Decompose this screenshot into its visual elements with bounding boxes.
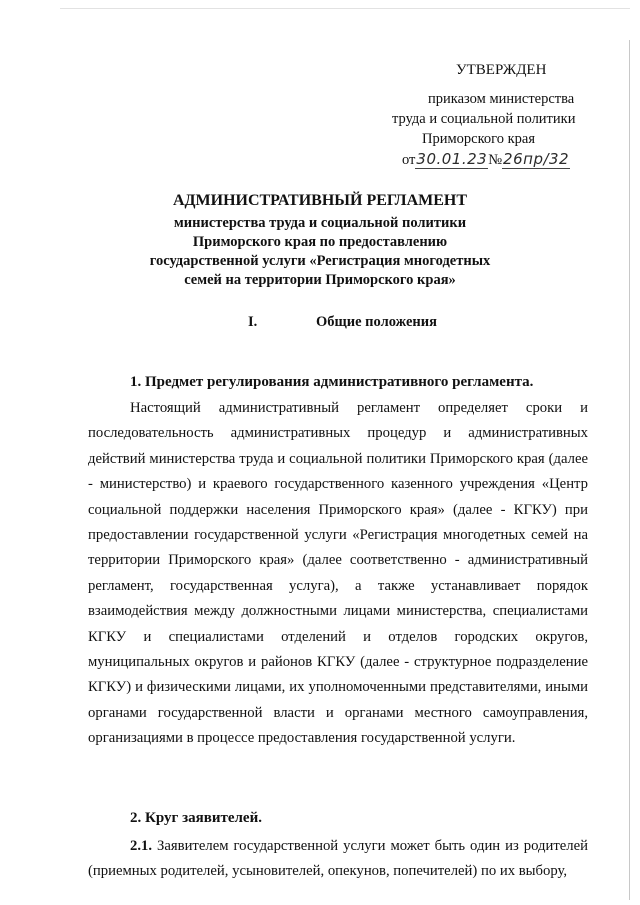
subsection-1-paragraph: Настоящий административный регламент определяет сроки и последовательность административных процедур и административных действий министерства труда и социальной политики Приморского края (далее - министерство) и краевого государственного казенного учреждения «Центр социальной поддержки населения Приморского края» (далее - КГКУ) при предоставлении государственной услуги «Регистрация многодетных семей на территории Приморского края» (далее соответственно - административный регламент, государственная услуга), а также устанавливает порядок взаимодействия между должностными лицами министерства, специалистами КГКУ и специалистами отделений и отделов городских округов, муниципальных округов и районов КГКУ (далее - структурное подразделение КГКУ) и физическими лицами, их уполномоченными представителями, иными органами государственной власти и органами местного самоуправления, организациями в процессе предоставления государственной услуги.: [88, 400, 588, 747]
approved-label: УТВЕРЖДЕН: [456, 62, 547, 78]
scan-edge-top: [60, 8, 630, 9]
title-line-2: Приморского края по предоставлению: [192, 234, 448, 250]
document-title-block: [100, 190, 540, 290]
subsection-2-paragraph: [88, 834, 588, 885]
title-line-1: министерства труда и социальной политики: [173, 215, 467, 231]
approval-region-line: Приморского края: [422, 131, 536, 147]
item-number: 2.1.: [130, 838, 153, 854]
number-prefix: №: [488, 152, 503, 168]
approval-ministry-line: труда и социальной политики: [392, 111, 576, 127]
handwritten-number: 26пр/32: [503, 150, 570, 168]
approval-order-line: приказом министерства: [428, 91, 575, 107]
approval-date-row: [402, 149, 620, 170]
item-text: Заявителем государственной услуги может быть один из родителей (приемных родителей, усыновителей, опекунов, попечителей) по их выбору,: [88, 838, 588, 880]
approval-stamp: [380, 60, 620, 170]
document-title: АДМИНИСТРАТИВНЫЙ РЕГЛАМЕНТ: [172, 192, 468, 209]
section-title: Общие положения: [316, 314, 437, 330]
section-number: I.: [248, 314, 258, 330]
handwritten-date: 30.01.23: [416, 150, 488, 168]
subsection-2-heading: 2. Круг заявителей.: [130, 810, 262, 826]
title-line-3: государственной услуги «Регистрация многодетных: [149, 253, 491, 269]
scan-edge-right: [629, 40, 630, 900]
title-line-4: семей на территории Приморского края»: [184, 272, 456, 288]
subsection-1-heading: 1. Предмет регулирования административного регламента.: [130, 374, 534, 390]
date-prefix: от: [402, 152, 416, 168]
